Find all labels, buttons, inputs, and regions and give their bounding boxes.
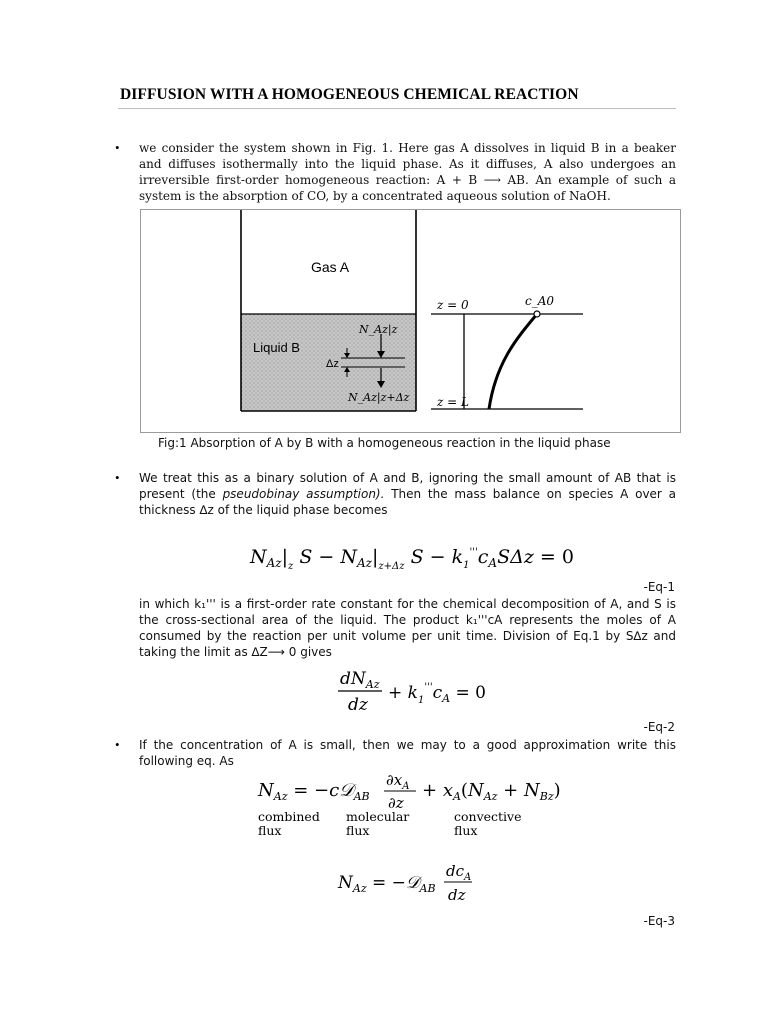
dz-label: Δz	[326, 358, 339, 370]
title-rule	[118, 108, 676, 109]
label-convective-flux: convective flux	[454, 809, 522, 838]
figure-caption: Fig:1 Absorption of A by B with a homogeneous reaction in the liquid phase	[158, 436, 611, 450]
bullet-3: •	[115, 737, 120, 752]
paragraph-small-concentration: If the concentration of A is small, then we may to a good approximation write this following eq. As	[139, 738, 676, 768]
paragraph-intro: we consider the system shown in Fig. 1. Here gas A dissolves in liquid B in a beaker and diffuses isothermally into the liquid phase. As it diffuses, A also undergoes an irreversible first-order homogeneous reaction: A + B ⟶ AB. An example of such a system is the absorption of CO, by a concentrated aqueous solution of NaOH.	[139, 141, 676, 203]
svg-text:dz: dz	[348, 695, 368, 715]
equation-3	[338, 860, 488, 906]
concentration-profile	[489, 314, 537, 409]
svg-text:NAz = −𝒟AB: $N_{Az}$ = −𝒟$_{AB}$	[338, 873, 436, 895]
bullet-1: •	[115, 140, 120, 155]
page-title: DIFFUSION WITH A HOMOGENEOUS CHEMICAL REACTION	[120, 86, 579, 103]
equation-flux	[258, 770, 578, 814]
flux-bottom-label: N_Az|z+Δz	[348, 391, 410, 404]
svg-text:∂xA: $\partial x_A$	[386, 771, 410, 792]
svg-text:NAz = −c𝒟AB: $N_{Az}$ = −c𝒟$_{AB}$	[258, 780, 370, 803]
eq3-tag: -Eq-3	[643, 914, 675, 928]
paragraph-mass-balance	[139, 470, 676, 518]
svg-text:dz: dz	[448, 886, 466, 904]
label-combined-flux: combined flux	[258, 809, 320, 838]
zL-label: z = L	[437, 395, 469, 409]
bullet-2: •	[115, 470, 120, 485]
svg-text:+ xA(NAz + NBz): + $x_A(N_{Az} + N_{Bz})$	[422, 780, 561, 803]
z0-label: z = 0	[437, 298, 469, 312]
para2-text-b: Then the mass balance on species A over a thickness ∆z of the liquid phase becomes	[139, 487, 676, 517]
cA0-label: c_A0	[525, 294, 555, 308]
svg-text:+ k1'''cA = 0: + $k_1'''c_A = 0$	[388, 682, 486, 706]
figure-1	[140, 209, 681, 433]
equation-1	[250, 538, 574, 574]
liquid-label: Liquid B	[253, 340, 300, 355]
svg-text:dcA: $dc_A$	[446, 862, 472, 883]
flux-top-label: N_Az|z	[359, 323, 398, 336]
para2-text-a: We treat this as a binary solution of A and B, ignoring the small amount of AB that is present (the	[139, 471, 676, 501]
cA0-point	[534, 311, 540, 317]
label-molecular-flux: molecular flux	[346, 809, 410, 838]
gas-label: Gas A	[311, 259, 350, 275]
svg-text:∂z: ∂z	[388, 794, 404, 812]
eq1-tag: -Eq-1	[643, 580, 675, 594]
paragraph-rate-constant: in which k₁''' is a first-order rate constant for the chemical decomposition of A, and S is the cross-sectional area of the liquid. The product k₁'''cA represents the moles of A consumed by the reaction per unit volume per unit time. Division of Eq.1 by S∆z and taking the limit as ∆Z⟶ 0 gives	[139, 597, 676, 659]
para2-emphasis: pseudobinay assumption).	[222, 487, 385, 501]
equation-2	[338, 666, 498, 716]
eq2-tag: -Eq-2	[643, 720, 675, 734]
figure-diagram	[141, 210, 680, 432]
svg-text:NAz|z S − NAz|z+Δz S − k1'''cA: $N_{Az}|_z$ $S - N_{Az}|_{z+\Delta z}$ $S - k_1'''c_AS\Delta z = 0$	[250, 546, 574, 572]
svg-text:dNAz: $dN_{Az}$	[340, 669, 380, 691]
